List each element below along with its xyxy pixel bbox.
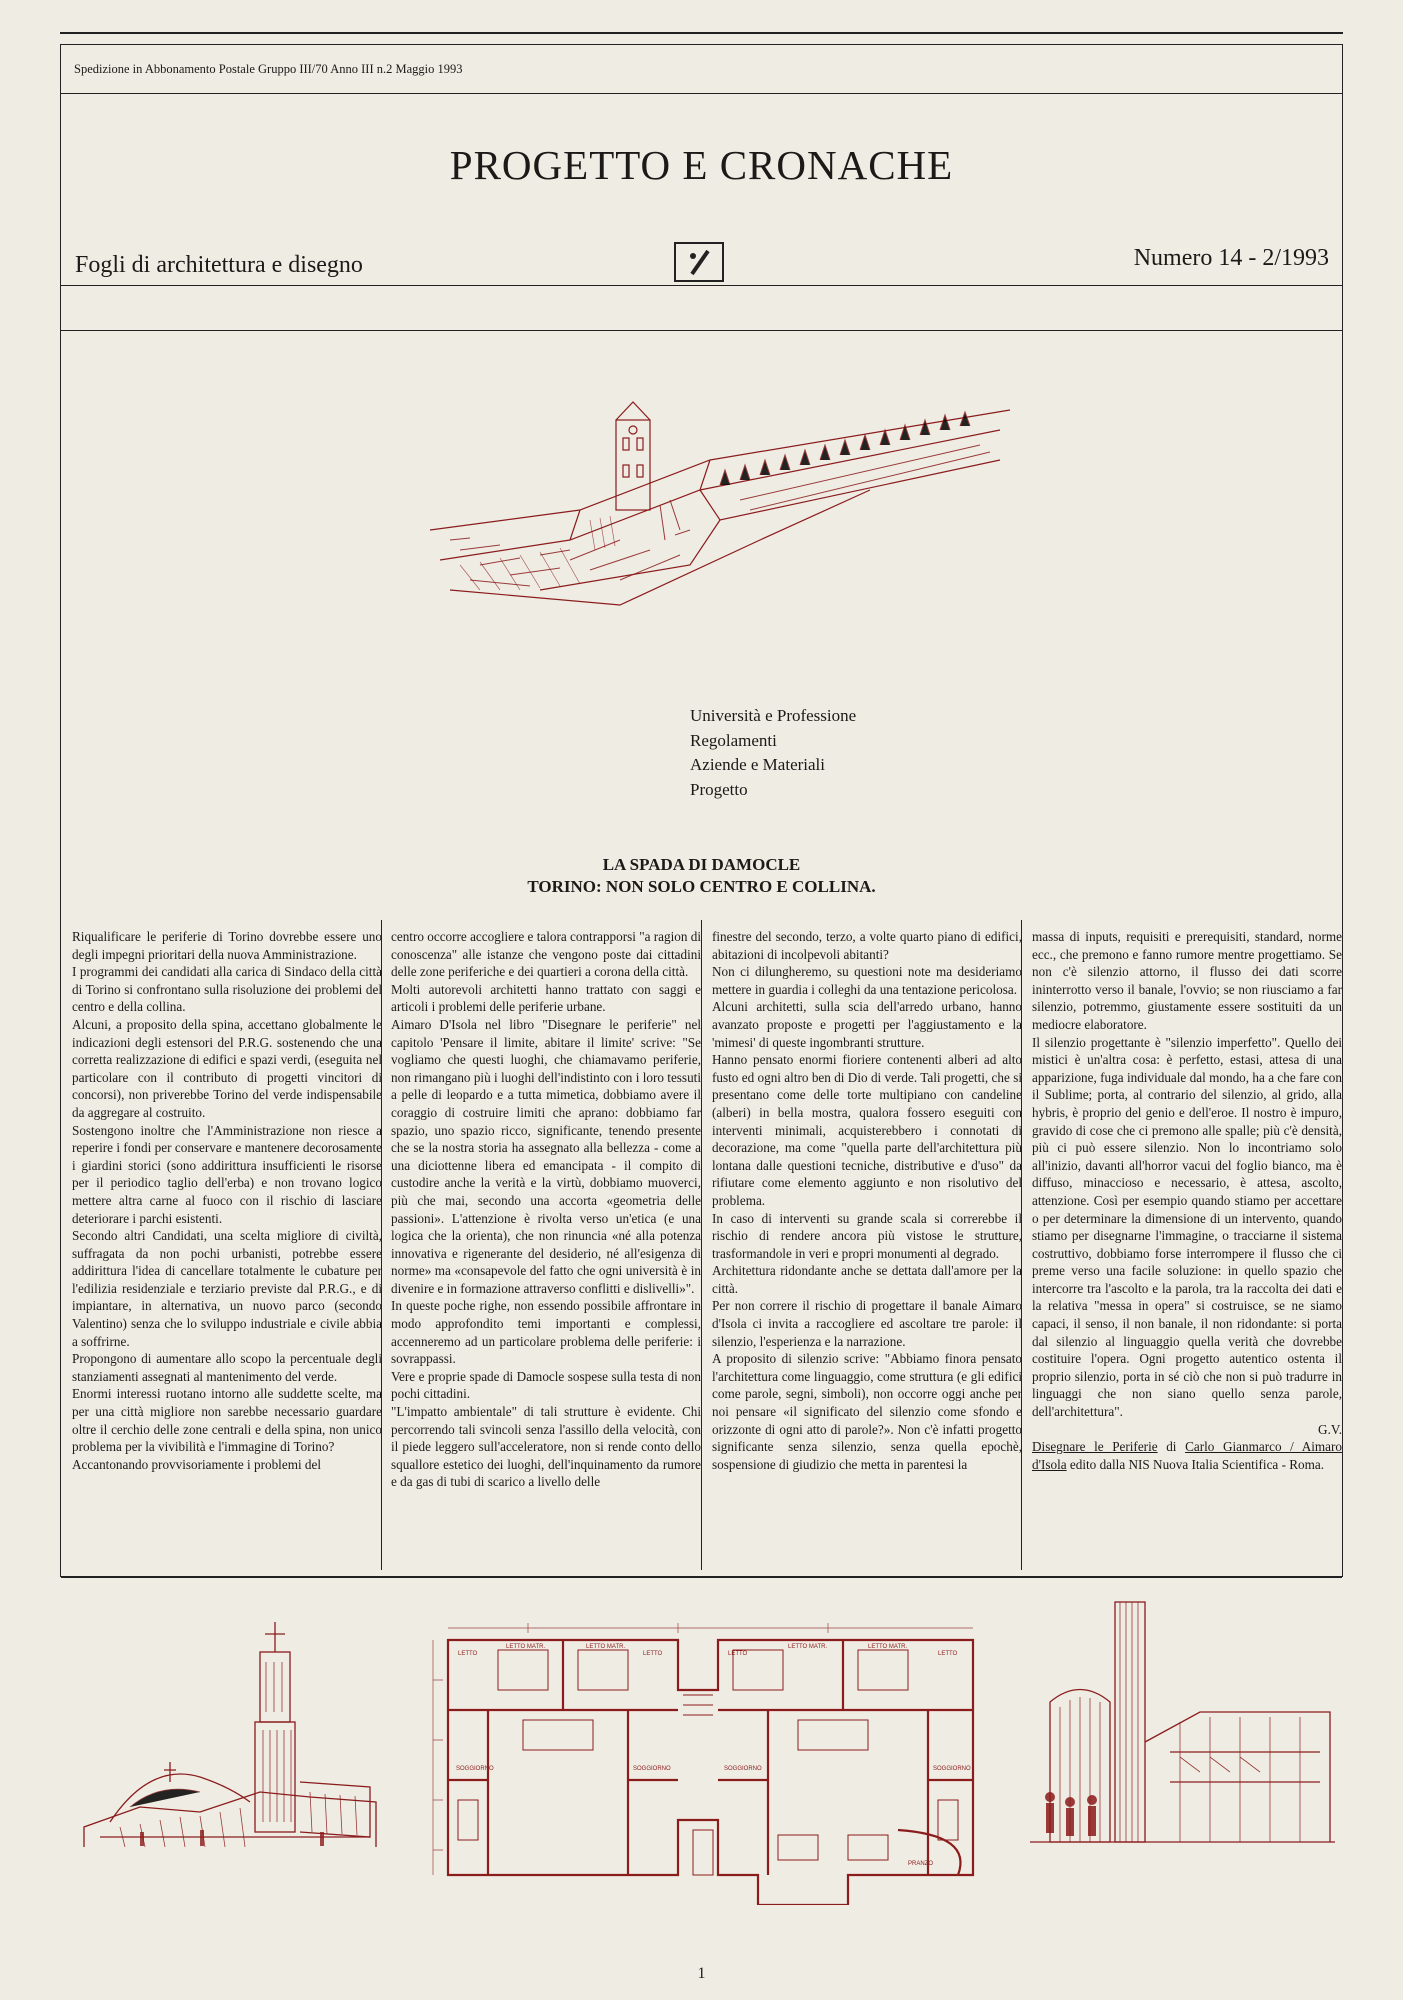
article-column-1 xyxy=(72,928,382,1564)
subtitle-rule-top xyxy=(61,285,1342,286)
article-column-2 xyxy=(391,928,701,1564)
paragraph: In queste poche righe, non essendo possibile affrontare in modo approfondito temi importanti e complessi, accenneremo ad un particolare problema delle periferie: i sovrappassi. xyxy=(391,1298,701,1367)
paragraph: Accantonando provvisoriamente i problemi del xyxy=(72,1456,322,1472)
columns-rule-bottom xyxy=(61,1577,1342,1578)
paragraph: Per non correre il rischio di progettare il banale Aimaro d'Isola ci invita a raccogliere ed ascoltare tre parole: il silenzio, l'esperienza e la narrazione. xyxy=(712,1298,1022,1349)
plan-label: SOGGIORNO xyxy=(933,1766,971,1772)
page-number: 1 xyxy=(697,1965,706,1982)
plan-label: PRANZO xyxy=(908,1861,934,1867)
article-column-3 xyxy=(712,928,1022,1564)
plan-label: LETTO MATR. xyxy=(788,1644,828,1650)
paragraph: Non ci dilungheremo, su questioni note ma desideriamo mettere in guardia i colleghi da una tentazione pericolosa. xyxy=(712,964,1022,997)
paragraph: Sostengono inoltre che l'Amministrazione non riesce a reperire i fondi per conservare e mantenere decorosamente i giardini storici (sono addirittura insufficienti le risorse per il periodico taglio dell'erba) e non trovano logico mettere altra carne al fuoco con il rischio di lasciare deteriorare i parchi esistenti. xyxy=(72,1122,382,1226)
section-item: Aziende e Materiali xyxy=(690,755,825,774)
paragraph: Propongono di aumentare allo scopo la percentuale degli stanziamenti assegnati al mantenimento del verde. xyxy=(72,1351,382,1384)
article-title xyxy=(0,854,1403,898)
paragraph: In caso di interventi su grande scala si correrebbe il rischio di rendere ancora più vistose le strutture, trasformandole in veri e propri monumenti al degrado. xyxy=(712,1210,1022,1261)
postal-line: Spedizione in Abbonamento Postale Gruppo III/70 Anno III n.2 Maggio 1993 xyxy=(74,62,463,76)
paragraph: Alcuni architetti, sulla scia dell'arredo urbano, hanno avanzato proposte e progetti per l'aggiustamento e la 'mimesi' di queste ingombranti strutture. xyxy=(712,999,1022,1050)
credit-di: di xyxy=(1157,1439,1186,1455)
section-item: Regolamenti xyxy=(690,730,777,750)
credit-rest: edito dalla NIS Nuova Italia Scientifica - Roma. xyxy=(1066,1456,1325,1472)
book-credit xyxy=(1032,1438,1342,1473)
floor-plan-illustration xyxy=(428,1620,994,1905)
paragraph: Alcuni, a proposito della spina, accettano globalmente le indicazioni degli estensori del P.R.G. sostenendo che una corretta realizzazione di edifici e spazi verdi, (eseguita nel particolare con il contributo di progetti vincitori di concorsi), non priverebbe Torino del verde indispensabile da aggregare al costruito. xyxy=(72,1016,382,1120)
column-divider-2 xyxy=(701,920,702,1570)
plan-label: LETTO xyxy=(938,1651,958,1657)
tower-sketch-illustration xyxy=(1030,1592,1335,1852)
plan-label: LETTO MATR. xyxy=(586,1644,626,1650)
header-rule xyxy=(61,93,1342,94)
article-title-line-2: TORINO: NON SOLO CENTRO E COLLINA. xyxy=(527,877,876,896)
article-column-4 xyxy=(1032,928,1342,1564)
plan-label: SOGGIORNO xyxy=(633,1766,671,1772)
paragraph: massa di inputs, requisiti e prerequisiti, standard, norme ecc., che premono e fanno rumore mentre progettiamo. Se non c'è silenzio attorno, il flusso dei dati scorre ininterrotto verso il banale, l'ovvio; se non riusciamo a far silenzio, potremmo, giustamente essere sostituiti da un mediocre elaboratore. xyxy=(1032,929,1342,1032)
paragraph: Riqualificare le periferie di Torino dovrebbe essere uno degli impegni prioritari della nuova Amministrazione. xyxy=(72,929,382,962)
paragraph: I programmi dei candidati alla carica di Sindaco della città di Torino si confrontano sulla risoluzione dei problemi del centro e della collina. xyxy=(72,964,382,1015)
paragraph: Aimaro D'Isola nel libro "Disegnare le periferie" nel capitolo 'Pensare il limite, abitare il limite' scrive: "Se vogliamo che questi luoghi, che chiamavamo periferie, non rimangano più i luoghi dell'indistinto con i loro tessuti a pelle di leopardo e a tutta mimetica, dobbiamo avere il coraggio di costruire limiti che aprano: dobbiamo far spazio, uno spazio ricco, significante, tenendo presente che se la nostra storia ha assegnato alla bellezza - come a una diciottenne libera ed emancipata - il compito di custodire anche la verità e la virtù, dobbiamo muoverci, più che mai, secondo una accorta «geometria delle passioni». L'attenzione è rivolta verso un'etica (e una logica che la orienta), che non rinuncia «né alla potenza innovativa e rigenerante del desiderio, né all'esigenza di norme» ma «consapevole del fatto che ogni università è in divenire e in formazione attraverso conflitti e dislivelli»". xyxy=(391,1016,701,1296)
plan-label: LETTO MATR. xyxy=(506,1644,546,1650)
paragraph: Architettura ridondante anche se dettata dall'amore per la città. xyxy=(712,1263,1022,1296)
aerial-sketch-illustration xyxy=(420,390,1020,615)
plan-label: SOGGIORNO xyxy=(456,1766,494,1772)
paragraph: Secondo altri Candidati, una scelta migliore di civiltà, suffragata da non pochi urbanisti, potrebbe essere addirittura l'idea di cancellare totalmente le cubature per l'edilizia residenziale e terziario previste dal P.R.G., e di impiantare, in alternativa, un nuovo parco (secondo Valentino) senza che lo sviluppo industriale e civile abbia a soffrirne. xyxy=(72,1228,382,1349)
top-rule xyxy=(60,32,1343,34)
plan-label: LETTO MATR. xyxy=(868,1644,908,1650)
plan-label: LETTO xyxy=(728,1651,748,1657)
author-signature: G.V. xyxy=(1318,1421,1342,1437)
plan-label: SOGGIORNO xyxy=(724,1766,762,1772)
plan-label: LETTO xyxy=(643,1651,663,1657)
paragraph: finestre del secondo, terzo, a volte quarto piano di edifici, abitazioni di incolpevoli abitanti? xyxy=(712,929,1022,962)
paragraph: "L'impatto ambientale" di tali strutture è evidente. Chi percorrendo tali svincoli senza l'assillo della velocità, con il piede leggero sull'acceleratore, non si rende conto dello squallore estetico dei luoghi, dell'inquinamento da rumore e da gas di tubi di scarico a livello delle xyxy=(391,1404,701,1490)
church-sketch-illustration xyxy=(80,1612,380,1847)
paragraph: A proposito di silenzio scrive: "Abbiamo finora pensato l'architettura come linguaggio, come struttura (e gli edifici come parole, segni, simboli), non occorre oggi anche per noi pensare «il significato del silenzio come sfondo e orizzonte di ogni atto di parole?». Non c'è infatti progetto significante senza silenzio, senza quella epochè, sospensione di giudizio che metta in parentesi la xyxy=(712,1351,1022,1472)
paragraph: Hanno pensato enormi fioriere contenenti alberi ad alto fusto ed ogni altro ben di Dio di verde. Tali progetti, che si presentano come delle torte multipiano con candeline (alberi) in bella mostra, qualora fossero eseguiti con interventi minimali, acquisterebbero i connotati di decorazione, ma come "quella parte dell'architettura più lontana dalle questioni tecniche, distributive e d'uso" da rifiutare come elemento aggiunto e non risolutivo del problema. xyxy=(712,1052,1022,1208)
paragraph: centro occorre accogliere e talora contrapporsi "a ragion di conoscenza" alle istanze che vengono poste dai cittadini delle zone periferiche e dei quartieri a corona della città. xyxy=(391,929,701,980)
subtitle-rule-bottom xyxy=(61,330,1342,331)
book-title: Disegnare le Periferie xyxy=(1032,1439,1158,1455)
section-list xyxy=(690,704,856,802)
paragraph: Molti autorevoli architetti hanno trattato con saggi e articoli i problemi delle periferie urbane. xyxy=(391,981,701,1015)
book-authors: Carlo Gianmarco / Aimaro d'Isola xyxy=(1032,1439,1342,1472)
issue-number: Numero 14 - 2/1993 xyxy=(1133,245,1329,271)
paragraph: Enormi interessi ruotano intorno alle suddette scelte, ma per una città migliore non sarebbe necessario guardare oltre il cerchio delle zone centrali e della spina, non unico problema per la vivibilità e l'immagine di Torino? xyxy=(72,1386,382,1455)
masthead-subtitle: Fogli di architettura e disegno xyxy=(75,252,363,278)
paragraph: Vere e proprie spade di Damocle sospese sulla testa di non pochi cittadini. xyxy=(391,1368,701,1402)
slash-dot-logo-icon xyxy=(674,242,724,282)
paragraph: Il silenzio progettante è "silenzio imperfetto". Quello dei mistici è un'altra cosa: è perfetto, estasi, attesa di una apparizione, fuga individuale dal mondo, ha a che fare con il Sublime; porta, al contrario del silenzio, al grido, alla hybris, è proprio del genio e dell'eroe. Il nostro è impuro, gravido di cose che ci premono alle spalle; più c'è densità, più ci può essere silenzio. Non lo incontriamo solo all'inizio, davanti all'horror vacui del foglio bianco, ma è diffuso, minaccioso e necessario, è attesa, ascolto, attenzione. Così per esempio quando stiamo per accettare o per determinare la dimensione di un intervento, quando stiamo per disegnarne l'immagine, o tracciarne il sistema costruttivo, dobbiamo forse interrompere il flusso che ci preme verso una facile soluzione: in quello spazio che intercorre tra l'ascolto e la parola, tra la raccolta dei dati e la relativa "messa in opera" si costruisce, se ne siamo capaci, il senso, il non banale, il non ridondante: si porta dal silenzio al linguaggio quella verità che dovrebbe costituire l'opera. Ogni progetto autentico ostenta il proprio silenzio, porta in sé ciò che non si può tradurre in linguaggi che non siano quello senza parole, dell'architettura". xyxy=(1032,1034,1342,1420)
section-item: Progetto xyxy=(690,779,748,799)
article-title-line-1: LA SPADA DI DAMOCLE xyxy=(602,855,801,874)
masthead-title: PROGETTO E CRONACHE xyxy=(449,142,954,188)
section-item: Università e Professione xyxy=(690,706,857,725)
plan-label: LETTO xyxy=(458,1651,478,1657)
